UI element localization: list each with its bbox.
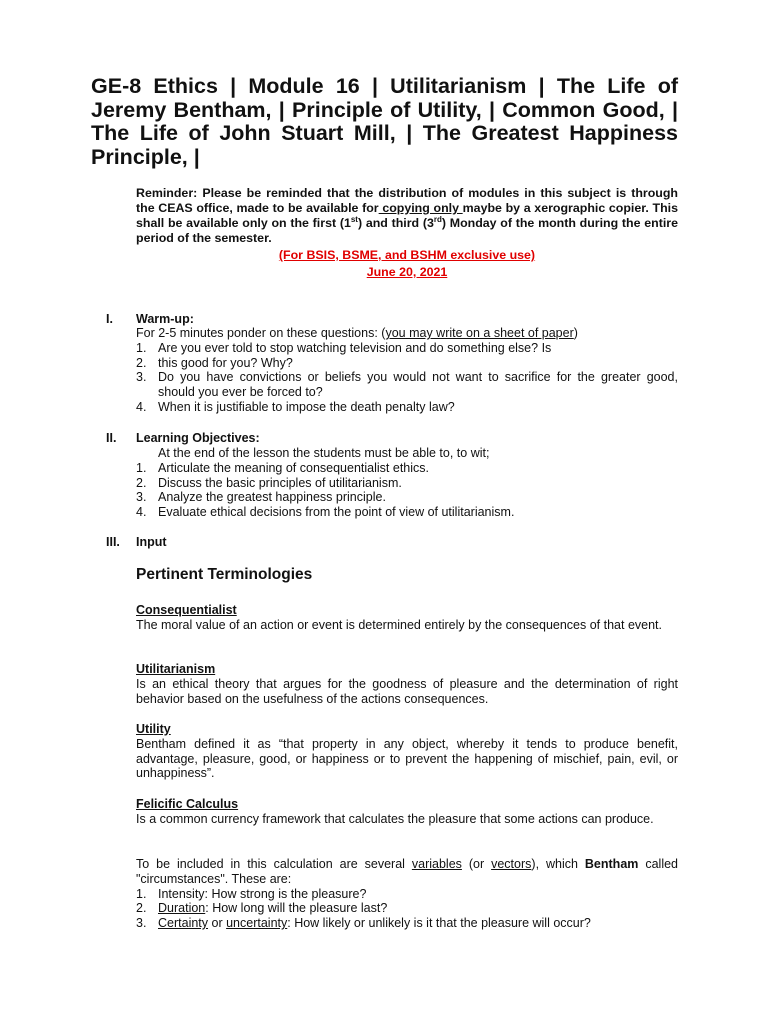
item-text: Analyze the greatest happiness principle. bbox=[158, 490, 386, 505]
section-number-2: II. bbox=[106, 431, 117, 445]
item-number: 1. bbox=[136, 340, 147, 355]
item-number: 2. bbox=[136, 475, 147, 490]
vectors-text: vectors bbox=[491, 857, 532, 871]
circumstances-list bbox=[136, 887, 678, 931]
warmup-intro-text: For 2-5 minutes ponder on these questions: ( bbox=[136, 326, 386, 340]
item-text: Intensity: How strong is the pleasure? bbox=[158, 886, 367, 901]
reminder-text-2: maybe by a xerographic copier. This shall be available only on the first (1 bbox=[136, 201, 678, 230]
list-item bbox=[136, 490, 678, 505]
term-label: Consequentialist bbox=[136, 603, 237, 617]
item-number: 2. bbox=[136, 355, 147, 370]
item-text: : How long will the pleasure last? bbox=[205, 901, 388, 916]
duration-text: Duration bbox=[158, 901, 206, 916]
list-item bbox=[136, 370, 678, 400]
calculation-block bbox=[136, 857, 678, 931]
warmup-block bbox=[136, 326, 678, 415]
term-utility bbox=[136, 722, 678, 781]
item-number: 1. bbox=[136, 460, 147, 475]
objectives-intro: At the end of the lesson the students must be able to, to wit; bbox=[158, 446, 490, 460]
term-definition: Bentham defined it as “that property in any object, whereby it tends to produce benefit, advantage, pleasure, good, or happiness or to prevent the happening of mischief, pain, evil, or unhappiness”. bbox=[136, 736, 678, 781]
input-heading: Input bbox=[136, 535, 167, 549]
calculation-intro bbox=[136, 857, 678, 887]
list-item bbox=[136, 476, 678, 491]
item-number: 4. bbox=[136, 505, 147, 520]
document-title: GE-8 Ethics | Module 16 | Utilitarianism | The Life of Jeremy Bentham, | Principle of Utility, | Common Good, | The Life of John Stuart Mill, | The Greatest Happiness Principle, | bbox=[91, 74, 678, 169]
objectives-list bbox=[136, 461, 678, 520]
item-number: 3. bbox=[136, 916, 147, 931]
calc-text-3: ), which bbox=[531, 857, 585, 871]
item-text: this good for you? Why? bbox=[158, 355, 293, 370]
item-text: Are you ever told to stop watching television and do something else? Is bbox=[158, 340, 552, 355]
item-text: : How likely or unlikely is it that the pleasure will occur? bbox=[287, 916, 591, 931]
item-text: Discuss the basic principles of utilitarianism. bbox=[158, 475, 402, 490]
module-date: June 20, 2021 bbox=[366, 265, 448, 279]
pertinent-terminologies-heading: Pertinent Terminologies bbox=[136, 566, 313, 583]
calc-text-1: To be included in this calculation are several bbox=[136, 857, 412, 871]
certainty-text: Certainty bbox=[158, 916, 209, 931]
list-item bbox=[136, 887, 678, 902]
term-label: Utilitarianism bbox=[136, 662, 216, 676]
warmup-intro-close: ) bbox=[573, 326, 578, 340]
third-superscript: rd bbox=[433, 214, 442, 224]
section-number-1: I. bbox=[106, 312, 113, 326]
item-text: Articulate the meaning of consequentialist ethics. bbox=[158, 460, 429, 475]
term-label: Felicific Calculus bbox=[136, 797, 239, 811]
item-number: 2. bbox=[136, 901, 147, 916]
item-text: When it is justifiable to impose the death penalty law? bbox=[158, 399, 455, 414]
list-item bbox=[136, 400, 678, 415]
list-item bbox=[136, 461, 678, 476]
list-item bbox=[136, 505, 678, 520]
reminder-text-4: ) Monday of the month during the entire period of the semester. bbox=[136, 216, 678, 245]
objectives-block bbox=[136, 446, 678, 520]
item-number: 1. bbox=[136, 886, 147, 901]
term-consequentialist bbox=[136, 603, 678, 633]
or-text: or bbox=[208, 916, 227, 931]
reminder-text-3: ) and third (3 bbox=[357, 216, 434, 230]
term-definition: Is a common currency framework that calculates the pleasure that some actions can produce. bbox=[136, 811, 654, 826]
term-definition: The moral value of an action or event is determined entirely by the consequences of that event. bbox=[136, 617, 663, 632]
bentham-text: Bentham bbox=[584, 857, 639, 871]
objectives-heading: Learning Objectives: bbox=[136, 431, 260, 445]
copying-only-text: copying only bbox=[378, 201, 463, 215]
term-label: Utility bbox=[136, 722, 171, 736]
term-utilitarianism bbox=[136, 662, 678, 706]
uncertainty-text: uncertainty bbox=[226, 916, 288, 931]
item-text: Evaluate ethical decisions from the point of view of utilitarianism. bbox=[158, 505, 515, 520]
section-number-3: III. bbox=[106, 535, 120, 549]
list-item bbox=[136, 916, 678, 931]
item-text: Do you have convictions or beliefs you would not want to sacrifice for the greater good, should you ever be forced to? bbox=[158, 370, 678, 400]
warmup-intro-underlined: you may write on a sheet of paper bbox=[385, 326, 574, 340]
term-felicific-calculus bbox=[136, 797, 678, 827]
list-item bbox=[136, 341, 678, 356]
item-number: 3. bbox=[136, 370, 147, 385]
list-item bbox=[136, 356, 678, 371]
warmup-intro bbox=[136, 326, 678, 341]
item-number: 3. bbox=[136, 490, 147, 505]
warmup-questions bbox=[136, 341, 678, 415]
warmup-heading: Warm-up: bbox=[136, 312, 194, 326]
first-superscript: st bbox=[350, 214, 358, 224]
exclusive-use-note: (For BSIS, BSME, and BSHM exclusive use) bbox=[278, 248, 536, 262]
item-number: 4. bbox=[136, 399, 147, 414]
reminder-paragraph bbox=[136, 186, 678, 246]
reminder-text-1: Reminder: Please be reminded that the distribution of modules in this subject is through the CEAS office, made to be available for bbox=[136, 186, 678, 215]
calc-text-4: called "circumstances". These are: bbox=[136, 857, 679, 886]
calc-text-2: (or bbox=[461, 857, 492, 871]
term-definition: Is an ethical theory that argues for the goodness of pleasure and the determination of right behavior based on the usefulness of the actions consequences. bbox=[136, 676, 678, 706]
list-item bbox=[136, 901, 678, 916]
variables-text: variables bbox=[411, 857, 462, 871]
